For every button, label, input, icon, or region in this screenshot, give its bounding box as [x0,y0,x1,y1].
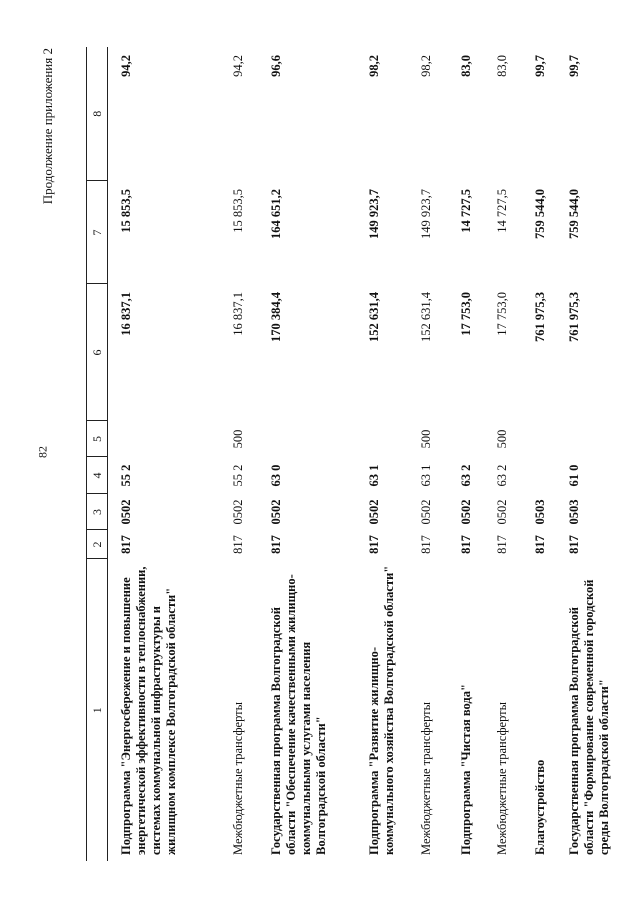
column-number-row [87,47,108,861]
cell-planned: 761 975,3 [566,292,581,342]
cell-code: 817 [119,535,133,554]
row-name: Подпрограмма "Энергосбережение и повышение энергетической эффективности в теплоснабжении, системах коммунальной инфраструктуры и жилищном комплексе Волгоградской области" [119,566,178,855]
row-name: Межбюджетные трансферты [418,701,433,855]
table-row [356,47,408,861]
cell-section: 0502 [268,499,283,525]
column-header-7: 7 [87,181,108,284]
cell-expense-type: 500 [418,429,433,449]
cell-planned: 152 631,4 [366,292,381,342]
table-row [484,47,522,861]
cell-code: 817 [532,535,547,554]
cell-expense-type: 500 [494,429,509,449]
cell-actual: 15 853,5 [119,189,133,233]
row-name: Благоустройство [532,759,547,855]
cell-percent: 96,6 [268,55,283,77]
page-number: 82 [35,446,50,458]
cell-actual: 14 727,5 [494,189,509,233]
cell-code: 817 [418,535,433,554]
cell-actual: 15 853,5 [230,189,245,233]
cell-planned: 17 753,0 [494,292,509,336]
cell-article: 61 0 [566,464,581,487]
column-header-4: 4 [87,457,108,494]
cell-expense-type [448,421,484,457]
cell-actual: 14 727,5 [458,189,473,233]
cell-planned: 16 837,1 [119,292,133,336]
cell-expense-type [108,421,220,457]
cell-planned: 152 631,4 [418,292,433,342]
table-row [220,47,258,861]
cell-expense-type [522,421,556,457]
budget-table [86,47,626,861]
cell-planned: 170 384,4 [268,292,283,342]
row-name: Государственная программа Волгоградской области "Формирование современной городской среды Волгоградской области" [566,579,611,855]
column-header-5: 5 [87,421,108,457]
cell-expense-type: 500 [230,429,245,449]
table-row [448,47,484,861]
cell-section: 0502 [366,499,381,525]
cell-section: 0503 [532,499,547,525]
column-header-8: 8 [87,47,108,181]
cell-percent: 98,2 [418,55,433,77]
column-header-1: 1 [87,559,108,861]
cell-section: 0502 [119,499,133,525]
cell-article: 55 2 [230,464,245,487]
cell-section: 0502 [458,499,473,525]
cell-section: 0503 [566,499,581,525]
cell-percent: 94,2 [119,55,133,77]
table-row [522,47,556,861]
row-name: Подпрограмма "Чистая вода" [458,684,473,855]
cell-expense-type [556,421,626,457]
cell-planned: 17 753,0 [458,292,473,336]
cell-code: 817 [458,535,473,554]
cell-section: 0502 [230,499,245,525]
table-row [408,47,448,861]
cell-article: 63 2 [494,464,509,487]
cell-section: 0502 [494,499,509,525]
row-name: Межбюджетные трансферты [494,701,509,855]
cell-code: 817 [268,535,283,554]
cell-planned: 761 975,3 [532,292,547,342]
row-name: Межбюджетные трансферты [230,701,245,855]
cell-article: 55 2 [119,464,133,487]
cell-percent: 99,7 [532,55,547,77]
column-header-3: 3 [87,494,108,530]
appendix-caption: Продолжение приложения 2 [40,48,55,205]
cell-code: 817 [230,535,245,554]
cell-article [522,457,556,494]
cell-article: 63 2 [458,464,473,487]
table-row [556,47,626,861]
cell-actual: 759 544,0 [566,189,581,239]
cell-percent: 94,2 [230,55,245,77]
table-row [108,47,220,861]
cell-actual: 149 923,7 [418,189,433,239]
cell-expense-type [258,421,356,457]
cell-percent: 99,7 [566,55,581,77]
cell-code: 817 [494,535,509,554]
cell-planned: 16 837,1 [230,292,245,336]
cell-section: 0502 [418,499,433,525]
cell-expense-type [356,421,408,457]
cell-actual: 164 651,2 [268,189,283,239]
cell-actual: 149 923,7 [366,189,381,239]
cell-article: 63 0 [268,464,283,487]
cell-code: 817 [566,535,581,554]
cell-percent: 83,0 [458,55,473,77]
column-header-6: 6 [87,284,108,421]
cell-article: 63 1 [418,464,433,487]
cell-article: 63 1 [366,464,381,487]
row-name: Подпрограмма "Развитие жилищно-коммунального хозяйства Волгоградской области" [366,565,396,855]
cell-percent: 98,2 [366,55,381,77]
cell-actual: 759 544,0 [532,189,547,239]
row-name: Государственная программа Волгоградской области "Обеспечение качественными жилищно-коммунальными услугами населения Волгоградской области" [268,574,328,855]
cell-code: 817 [366,535,381,554]
table-row [258,47,356,861]
cell-percent: 83,0 [494,55,509,77]
column-header-2: 2 [87,530,108,559]
